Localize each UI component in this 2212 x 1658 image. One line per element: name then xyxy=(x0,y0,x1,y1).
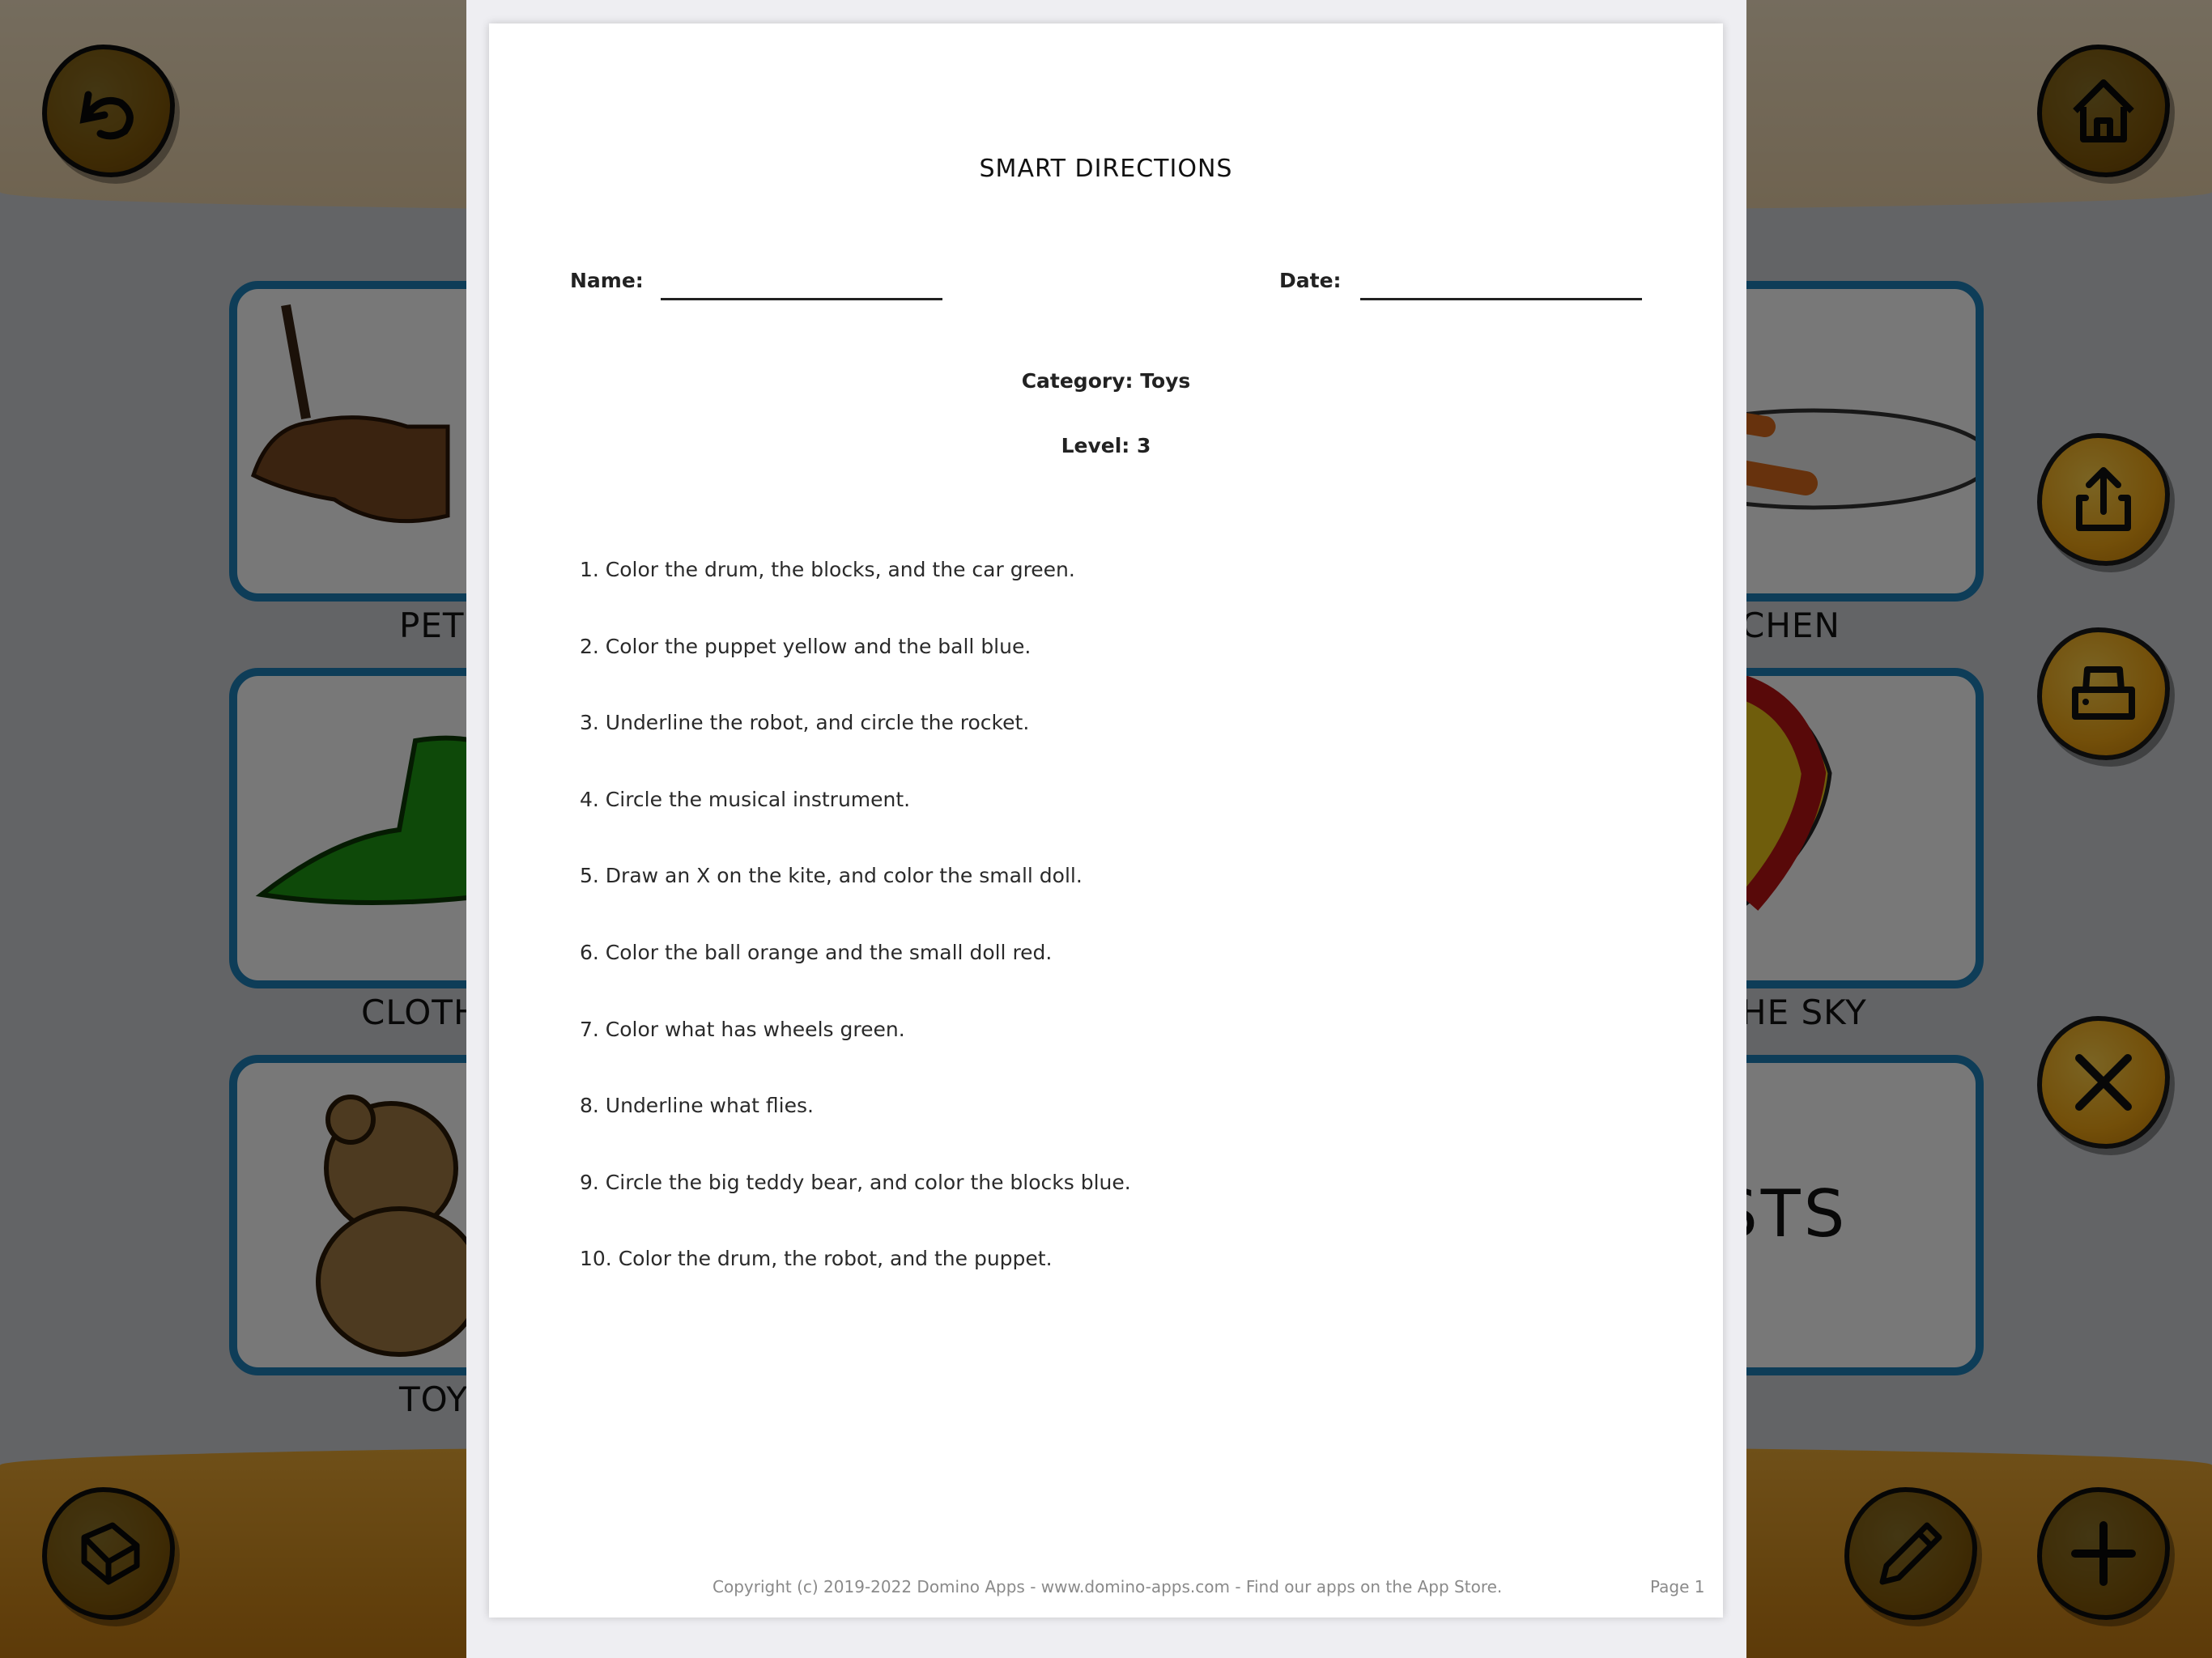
level-text: Level: 3 xyxy=(1061,434,1151,457)
direction-item: 4. Circle the musical instrument. xyxy=(580,787,911,811)
direction-item: 5. Draw an X on the kite, and color the small doll. xyxy=(580,864,1083,888)
direction-item: 3. Underline the robot, and circle the rocket. xyxy=(580,711,1030,735)
copyright-footer: Copyright (c) 2019-2022 Domino Apps - www.domino-apps.com - Find our apps on the App Store. xyxy=(713,1577,1503,1596)
worksheet-page xyxy=(489,23,1723,1618)
date-line xyxy=(1360,298,1642,300)
direction-item: 1. Color the drum, the blocks, and the car green. xyxy=(580,558,1075,581)
directions-list xyxy=(580,558,1131,1324)
category-text: Category: Toys xyxy=(1021,369,1191,393)
page-number: Page 1 xyxy=(1650,1577,1705,1596)
direction-item: 9. Circle the big teddy bear, and color the blocks blue. xyxy=(580,1170,1131,1194)
direction-item: 6. Color the ball orange and the small doll red. xyxy=(580,940,1053,964)
direction-item: 10. Color the drum, the robot, and the puppet. xyxy=(580,1247,1053,1271)
direction-item: 7. Color what has wheels green. xyxy=(580,1017,905,1041)
worksheet-title: SMART DIRECTIONS xyxy=(979,155,1233,183)
date-label: Date: xyxy=(1279,269,1342,292)
direction-item: 8. Underline what flies. xyxy=(580,1094,814,1118)
name-label: Name: xyxy=(570,269,644,292)
direction-item: 2. Color the puppet yellow and the ball blue. xyxy=(580,634,1032,658)
name-line xyxy=(661,298,942,300)
